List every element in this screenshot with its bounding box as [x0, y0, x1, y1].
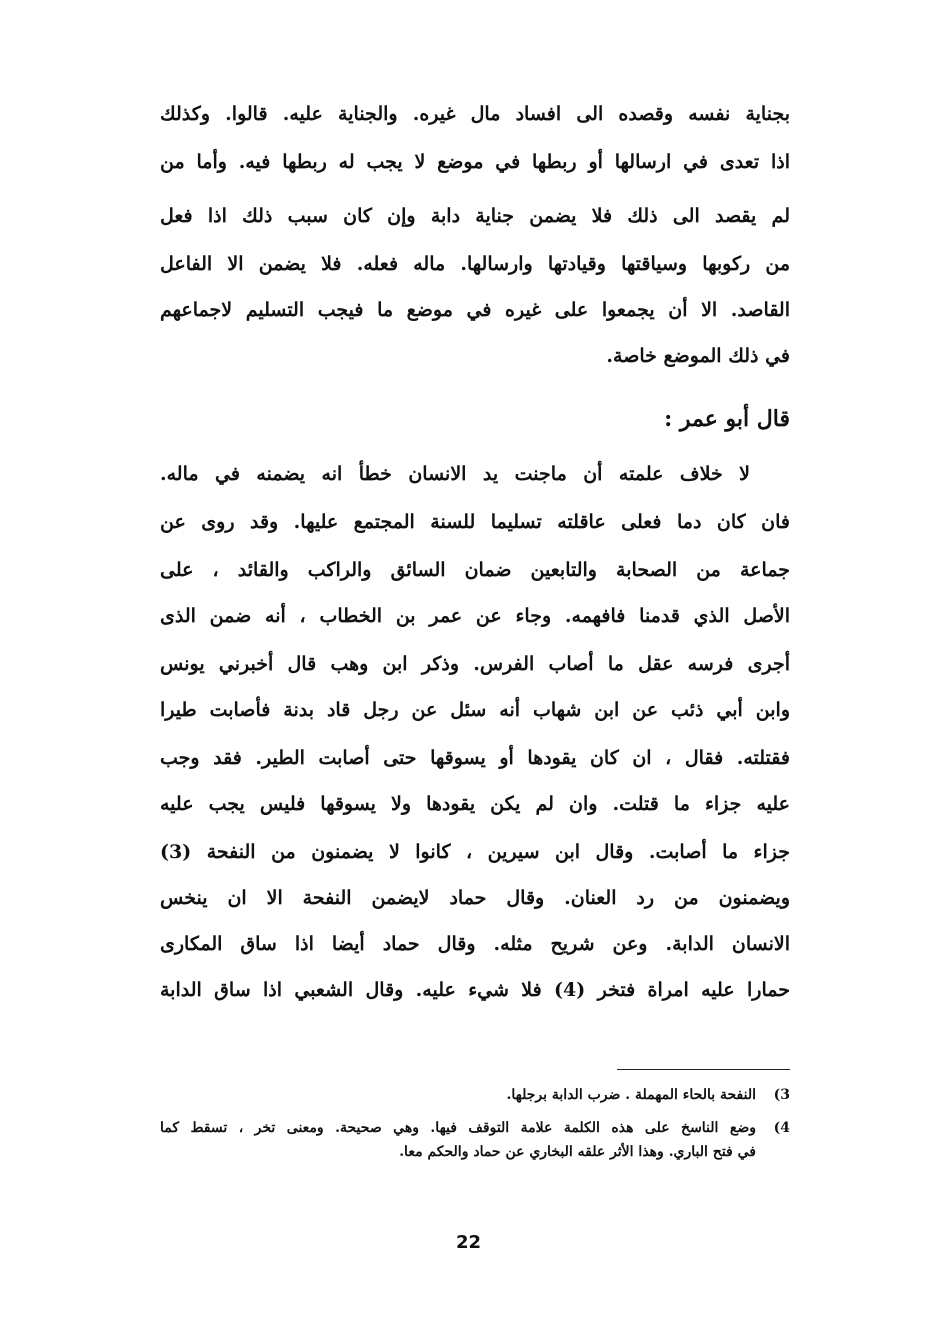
paragraph-line: جزاء ما أصابت. وقال ابن سيرين ، كانوا لا يضمنون من النفحة (3) [160, 841, 790, 863]
footnote-3 [160, 1084, 790, 1108]
paragraph-1 [160, 94, 790, 384]
paragraph-line: فان كان دما فعلى عاقلته تسليما للسنة المجتمع عليها. وقد روى عن [160, 511, 790, 533]
paragraph-line: أجرى فرسه عقل ما أصاب الفرس. وذكر ابن وهب قال أخبرني يونس [160, 653, 790, 675]
footnote-text: وضع الناسخ على هذه الكلمة علامة التوقف فيها. وهي صحيحة. ومعنى تخر ، تسقط كما [160, 1120, 756, 1136]
footnote-4 [160, 1117, 790, 1167]
paragraph-line: بجناية نفسه وقصده الى افساد مال غيره. والجناية عليه. قالوا. وكذلك [160, 103, 790, 125]
paragraph-line: حمارا عليه امراة فتخر (4) فلا شيء عليه. وقال الشعبي اذا ساق الدابة [160, 979, 790, 1001]
footnote-text: في فتح الباري. وهذا الأثر علقه البخاري عن حماد والحكم معا. [399, 1144, 756, 1160]
paragraph-line: القاصد. الا أن يجمعوا على غيره في موضع ما فيجب التسليم لاجماعهم [160, 299, 790, 321]
footnote-number: 4) [773, 1120, 790, 1136]
paragraph-line: من ركوبها وسياقتها وقيادتها وارسالها. ماله فعله. فلا يضمن الا الفاعل [160, 253, 790, 275]
paragraph-line: الانسان الدابة. وعن شريح مثله. وقال حماد أيضا اذا ساق المكارى [160, 933, 790, 955]
footnote-text: النفحة بالحاء المهملة . ضرب الدابة برجلها. [506, 1087, 756, 1103]
paragraph-line: ويضمنون من رد العنان. وقال حماد لايضمن النفحة الا ان ينخس [160, 887, 790, 909]
paragraph-line: في ذلك الموضع خاصة. [606, 345, 790, 367]
paragraph-line: فقتلته. فقال ، ان كان يقودها أو يسوقها حتى أصابت الطير. فقد وجب [160, 747, 790, 769]
footnote-separator [617, 1069, 790, 1070]
paragraph-line: لم يقصد الى ذلك فلا يضمن جناية دابة وإن كان سبب ذلك اذا فعل [160, 205, 790, 227]
paragraph-line: اذا تعدى في ارسالها أو ربطها في موضع لا يجب له ربطها فيه. وأما من [160, 151, 790, 173]
paragraph-2 [160, 454, 790, 1014]
paragraph-line: الأصل الذي قدمنا فافهمه. وجاء عن عمر بن الخطاب ، أنه ضمن الذى [160, 605, 790, 627]
page-number: 22 [455, 1232, 482, 1253]
footnote-number: 3) [773, 1087, 790, 1103]
paragraph-line: لا خلاف علمته أن ماجنت يد الانسان خطأ انه يضمنه في ماله. [160, 463, 750, 485]
paragraph-line: جماعة من الصحابة والتابعين ضمان السائق والراكب والقائد ، على [160, 559, 790, 581]
paragraph-line: وابن أبي ذئب عن ابن شهاب أنه سئل عن رجل قاد بدنة فأصابت طيرا [160, 699, 790, 721]
section-heading: قال أبو عمر : [664, 406, 790, 432]
paragraph-line: عليه جزاء ما قتلت. وان لم يكن يقودها ولا يسوقها فليس يجب عليه [160, 793, 790, 815]
